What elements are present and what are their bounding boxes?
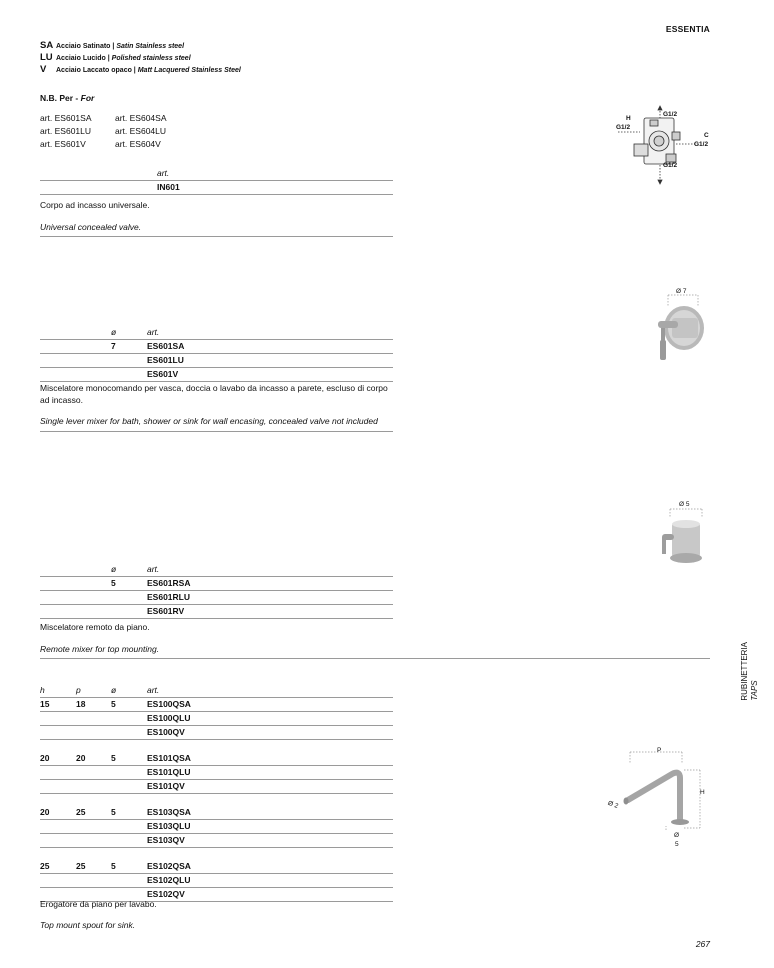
diagram-right-label: G1/2 (694, 141, 709, 148)
article-code: ES101QV (147, 781, 185, 791)
finish-it: Acciaio Satinato (56, 43, 111, 50)
h-value: 25 (40, 861, 50, 871)
dia-value: 5 (111, 578, 116, 588)
article-code: ES601LU (147, 355, 184, 365)
article-code: ES101QSA (147, 753, 191, 763)
article-code: ES601V (147, 369, 179, 379)
nb-label-en: For (80, 93, 95, 103)
table-row (40, 605, 393, 619)
table-row (40, 368, 393, 382)
desc-en-1 (40, 221, 393, 233)
desc-en-4 (40, 919, 393, 931)
table-row (40, 712, 393, 726)
col-art: art. (147, 564, 160, 574)
table-wall-mixer (40, 326, 393, 382)
dia-value: 5 (111, 699, 116, 709)
compat-item: art. ES604LU (115, 126, 167, 136)
finish-code: SA (40, 40, 54, 51)
table-header (40, 563, 393, 577)
p-value: 20 (76, 753, 86, 763)
table-row (40, 354, 393, 368)
nb-label: N.B. Per - (40, 93, 81, 103)
brand-title: ESSENTIA (665, 24, 710, 34)
h-value: 15 (40, 699, 50, 709)
col-dia: ø (111, 564, 117, 574)
dim-label: Ø 5 (679, 501, 690, 508)
desc-en-text: Top mount spout for sink. (40, 920, 136, 930)
page-number: 267 (695, 939, 710, 949)
finish-en: Satin Stainless steel (116, 43, 185, 50)
article-code: ES102QLU (147, 875, 191, 885)
col-art: art. (147, 685, 160, 695)
divider (40, 431, 393, 432)
table-concealed-valve (40, 167, 393, 195)
desc-en-text: Remote mixer for top mounting. (40, 644, 160, 654)
article-code: ES102QSA (147, 861, 191, 871)
finish-it: Acciaio Lucido (56, 55, 106, 62)
dim-label: Ø 7 (676, 288, 687, 295)
table-row (40, 874, 393, 888)
group-gap (40, 740, 393, 752)
desc-en-text: Single lever mixer for bath, shower or sink for wall encasing, concealed valve not included (40, 416, 378, 426)
table-row (40, 591, 393, 605)
col-art: art. (147, 327, 160, 337)
col-p: p (76, 685, 81, 695)
table-row (40, 820, 393, 834)
dim-dia2: Ø 2 (606, 799, 620, 810)
finish-en: Matt Lacquered Stainless Steel (137, 67, 241, 74)
table-spout (40, 684, 393, 902)
diagram-top-label: G1/2 (663, 111, 678, 118)
dim-p: P (657, 747, 662, 754)
article-code: ES100QSA (147, 699, 191, 709)
article-code: ES102QV (147, 889, 185, 899)
col-h: h (40, 685, 45, 695)
table-remote-mixer (40, 563, 393, 619)
p-value: 18 (76, 699, 86, 709)
desc-en-2 (40, 415, 393, 427)
table-row (40, 834, 393, 848)
finish-sa (40, 40, 184, 51)
article-code: ES601RLU (147, 592, 190, 602)
table-header (40, 684, 393, 698)
diagram-left-label: G1/2 (616, 124, 631, 131)
remote-mixer-diagram (652, 496, 712, 576)
nb-heading (40, 93, 94, 103)
finish-v (40, 64, 241, 75)
h-value: 20 (40, 807, 50, 817)
dim-h: H (700, 789, 705, 796)
table-row (40, 860, 393, 874)
desc-it-2: Miscelatore monocomando per vasca, doccia o lavabo da incasso a parete, escluso di corpo ad incasso. (40, 383, 388, 405)
article-code: ES103QLU (147, 821, 191, 831)
finish-it: Acciaio Laccato opaco (56, 67, 132, 74)
dia-value: 7 (111, 341, 116, 351)
dim-dia5-val: 5 (675, 841, 679, 848)
finish-sep: | (110, 43, 117, 50)
p-value: 25 (76, 807, 86, 817)
compat-list-2 (115, 112, 167, 151)
table-row (40, 181, 393, 195)
sidebar-line-1: RUBINETTERIA (740, 642, 749, 701)
divider-wide (40, 658, 710, 659)
compat-item: art. ES604SA (115, 113, 167, 123)
diagram-bottom-label: G1/2 (663, 162, 678, 169)
wall-mixer-diagram (650, 284, 710, 374)
group-gap (40, 794, 393, 806)
article-code: ES601RSA (147, 578, 191, 588)
concealed-valve-diagram (610, 104, 720, 194)
group-gap (40, 848, 393, 860)
dia-value: 5 (111, 807, 116, 817)
compat-item: art. ES601LU (40, 126, 92, 136)
article-code: ES100QV (147, 727, 185, 737)
sidebar-category (740, 642, 760, 701)
finish-code: V (40, 64, 47, 75)
finish-lu (40, 52, 191, 63)
compat-item: art. ES604V (115, 139, 161, 149)
col-art: art. (157, 168, 170, 178)
divider (40, 236, 393, 237)
p-value: 25 (76, 861, 86, 871)
table-row (40, 752, 393, 766)
dim-dia5-sym: Ø (674, 832, 680, 839)
finish-sep: | (131, 67, 138, 74)
dia-value: 5 (111, 753, 116, 763)
table-header (40, 167, 393, 181)
col-dia: ø (111, 685, 117, 695)
diagram-h-label: H (626, 115, 631, 122)
table-row (40, 780, 393, 794)
table-row (40, 577, 393, 591)
compat-item: art. ES601V (40, 139, 86, 149)
article-code: ES100QLU (147, 713, 191, 723)
article-code: IN601 (157, 182, 180, 192)
spout-diagram (600, 744, 712, 852)
diagram-c-label: C (704, 132, 709, 139)
dia-value: 5 (111, 861, 116, 871)
article-code: ES601SA (147, 341, 185, 351)
article-code: ES601RV (147, 606, 185, 616)
compat-list-1 (40, 112, 92, 151)
article-code: ES101QLU (147, 767, 191, 777)
desc-it-3: Miscelatore remoto da piano. (40, 622, 150, 632)
table-row (40, 726, 393, 740)
compat-item: art. ES601SA (40, 113, 92, 123)
desc-it-1: Corpo ad incasso universale. (40, 200, 150, 210)
finish-sep: | (105, 55, 112, 62)
finish-code: LU (40, 52, 53, 63)
finish-en: Polished stainless steel (111, 55, 191, 62)
table-row (40, 698, 393, 712)
h-value: 20 (40, 753, 50, 763)
article-code: ES103QV (147, 835, 185, 845)
sidebar-line-2: TAPS (750, 680, 759, 701)
table-row (40, 806, 393, 820)
article-code: ES103QSA (147, 807, 191, 817)
desc-en-text: Universal concealed valve. (40, 222, 142, 232)
desc-en-3 (40, 643, 393, 655)
col-dia: ø (111, 327, 117, 337)
desc-it-4: Erogatore da piano per lavabo. (40, 899, 157, 909)
table-row (40, 340, 393, 354)
table-header (40, 326, 393, 340)
table-row (40, 766, 393, 780)
